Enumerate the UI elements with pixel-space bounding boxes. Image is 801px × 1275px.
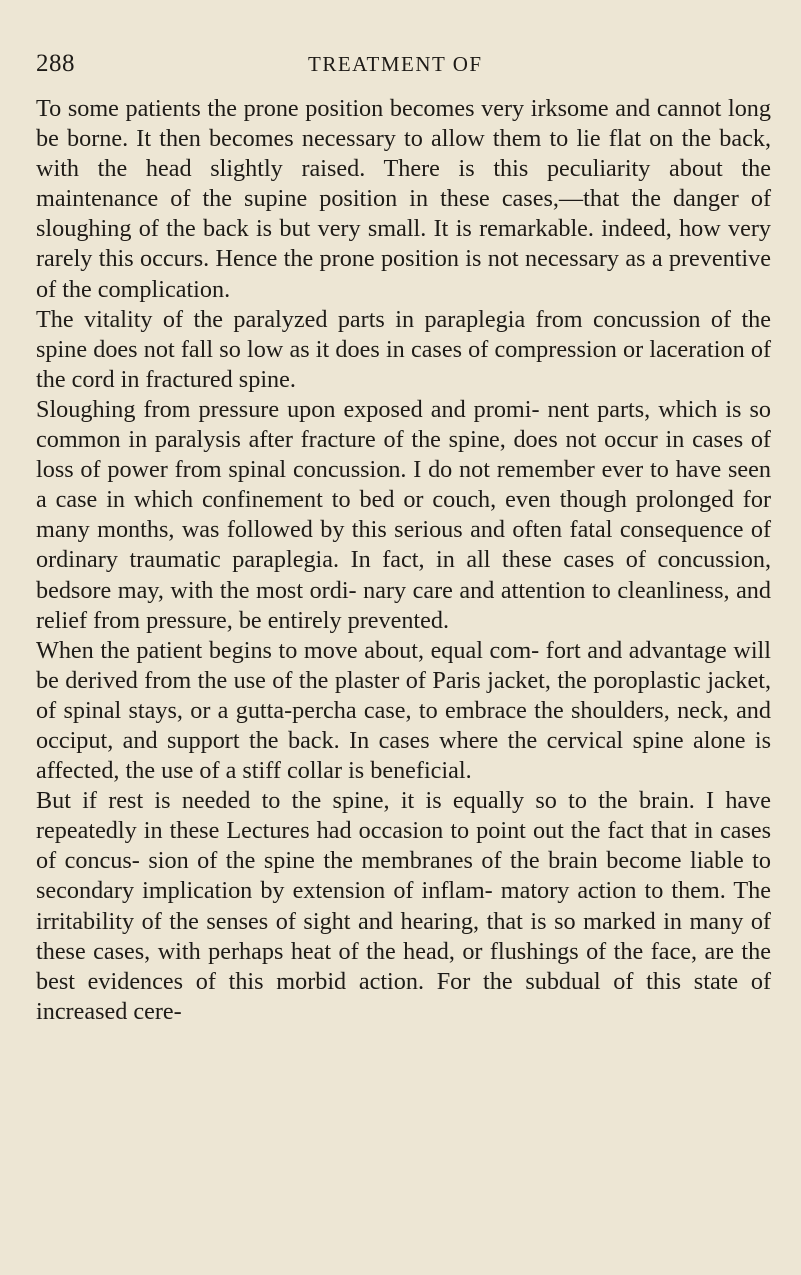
running-head (36, 44, 771, 84)
running-title: TREATMENT OF (308, 52, 483, 76)
paragraph-5: But if rest is needed to the spine, it is equally so to the brain. I have repeatedly in these Lectures had occasion to point out the fact that in cases of concus- sion of the spine the membranes of the brain become liable to secondary implication by extension of inflam- matory action to them. The irritability of the senses of sight and hearing, that is so marked in many of these cases, with perhaps heat of the head, or flushings of the face, are the best evidences of this morbid action. For the subdual of this state of increased cere- (36, 787, 771, 1025)
paragraph-4: When the patient begins to move about, equal com- fort and advantage will be derived from the use of the plaster of Paris jacket, the poroplastic jacket, of spinal stays, or a gutta-percha case, to embrace the shoulders, neck, and occiput, and support the back. In cases where the cervical spine alone is affected, the use of a stiff collar is beneficial. (36, 636, 771, 785)
body-text (36, 94, 771, 1027)
paragraph-2: The vitality of the paralyzed parts in paraplegia from concussion of the spine does not fall so low as it does in cases of compression or laceration of the cord in fractured spine. (36, 305, 771, 393)
paragraph-3: Sloughing from pressure upon exposed and promi- nent parts, which is so common in paralysis after fracture of the spine, does not occur in cases of loss of power from spinal concussion. I do not remember ever to have seen a case in which confinement to bed or couch, even though prolonged for many months, was followed by this serious and often fatal consequence of ordinary traumatic paraplegia. In fact, in all these cases of concussion, bedsore may, with the most ordi- nary care and attention to cleanliness, and relief from pressure, be entirely prevented. (36, 395, 771, 634)
page-number: 288 (36, 50, 75, 77)
paragraph-1: To some patients the prone position becomes very irksome and cannot long be borne. It then becomes necessary to allow them to lie flat on the back, with the head slightly raised. There is this peculiarity about the maintenance of the supine position in these cases,—that the danger of sloughing of the back is but very small. It is remarkable. indeed, how very rarely this occurs. Hence the prone position is not necessary as a preventive of the complication. (36, 95, 771, 303)
